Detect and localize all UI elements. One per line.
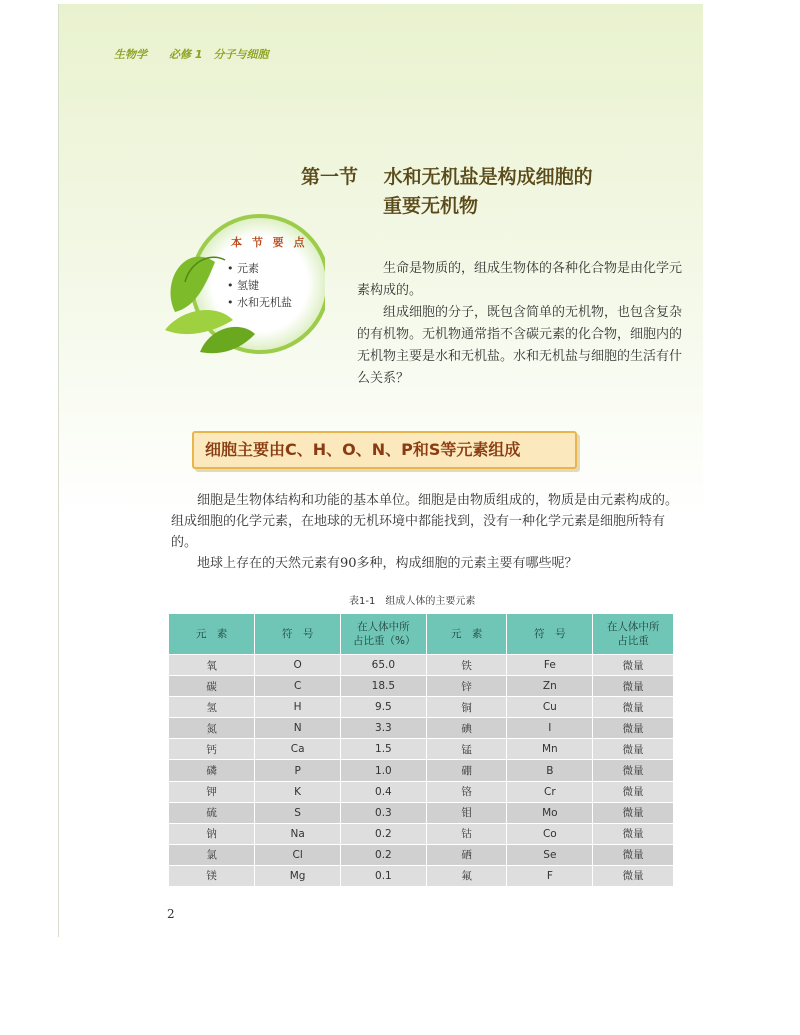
table-row [169,760,674,781]
table-row [169,676,674,697]
table-cell: 氧 [169,655,255,676]
table-cell: 微量 [593,655,674,676]
table-cell: 钙 [169,739,255,760]
table-cell: 铬 [426,781,507,802]
table-row [169,739,674,760]
table-cell: 铁 [426,655,507,676]
table-cell: 3.3 [341,718,427,739]
table-cell: 微量 [593,739,674,760]
elements-table [169,614,674,886]
table-cell: 0.3 [341,802,427,823]
key-point-item: • 氢键 [227,277,292,294]
table-cell: 锰 [426,739,507,760]
key-point-item: • 元素 [227,260,292,277]
table-body [169,655,674,887]
body-paragraph: 细胞是生物体结构和功能的基本单位。细胞是由物质组成的，物质是由元素构成的。组成细胞的化学元素，在地球的无机环境中都能找到，没有一种化学元素是细胞所特有的。 [171,493,679,550]
intro-paragraph: 组成细胞的分子，既包含简单的无机物，也包含复杂的有机物。无机物通常指不含碳元素的化合物，细胞内的无机物主要是水和无机盐。水和无机盐与细胞的生活有什么关系？ [357,305,683,386]
table-cell: O [255,655,341,676]
table-cell: 微量 [593,697,674,718]
table-cell: Fe [507,655,593,676]
table-row [169,823,674,844]
table-cell: 微量 [593,781,674,802]
column-header: 元 素 [426,614,507,655]
scan-blank-corner [570,898,702,922]
table-cell: B [507,760,593,781]
intro-paragraph: 生命是物质的，组成生物体的各种化合物是由化学元素构成的。 [357,261,683,298]
table-cell: Zn [507,676,593,697]
table-cell: 0.2 [341,844,427,865]
section-title-line1: 第一节 水和无机盐是构成细胞的 [301,166,593,188]
table-cell: 9.5 [341,697,427,718]
table-cell: 碳 [169,676,255,697]
table-cell: Cr [507,781,593,802]
table-row [169,655,674,676]
table-row [169,781,674,802]
table-cell: 65.0 [341,655,427,676]
key-points-title: 本 节 要 点 [231,236,308,249]
table-caption: 表1-1 组成人体的主要元素 [349,596,476,607]
intro-text [357,258,687,390]
table-cell: 钼 [426,802,507,823]
table-cell: 硒 [426,844,507,865]
column-header: 在人体中所占比重（%） [341,614,427,655]
section-title-line2: 重要无机物 [383,195,479,217]
table-cell: 硫 [169,802,255,823]
table-cell: F [507,865,593,886]
table-cell: 0.2 [341,823,427,844]
table-cell: 18.5 [341,676,427,697]
textbook-page [58,4,703,937]
table-cell: 0.4 [341,781,427,802]
table-cell: 硼 [426,760,507,781]
table-cell: 微量 [593,865,674,886]
column-header: 在人体中所占比重 [593,614,674,655]
column-header: 符 号 [255,614,341,655]
table-row [169,697,674,718]
table-cell: 钾 [169,781,255,802]
body-paragraph: 地球上存在的天然元素有90多种，构成细胞的元素主要有哪些呢？ [197,556,578,571]
table-cell: 微量 [593,823,674,844]
table-cell: Ca [255,739,341,760]
page-number: 2 [167,907,175,921]
table-row [169,718,674,739]
table-row [169,865,674,886]
subsection-heading: 细胞主要由C、H、O、N、P和S等元素组成 [205,440,521,459]
table-cell: I [507,718,593,739]
table-cell: 钠 [169,823,255,844]
table-cell: Mg [255,865,341,886]
table-cell: Mo [507,802,593,823]
table-cell: 氢 [169,697,255,718]
table-cell: 钴 [426,823,507,844]
table-cell: 磷 [169,760,255,781]
table-cell: C [255,676,341,697]
table-row [169,802,674,823]
table-cell: 氯 [169,844,255,865]
table-cell: 微量 [593,802,674,823]
table-cell: P [255,760,341,781]
body-text [171,490,681,574]
table-cell: K [255,781,341,802]
table-cell: Cu [507,697,593,718]
table-cell: 氮 [169,718,255,739]
column-header: 符 号 [507,614,593,655]
table-cell: Mn [507,739,593,760]
table-cell: 微量 [593,760,674,781]
table-cell: Co [507,823,593,844]
table-cell: 微量 [593,844,674,865]
table-cell: 碘 [426,718,507,739]
table-cell: 1.0 [341,760,427,781]
table-cell: Se [507,844,593,865]
table-cell: 镁 [169,865,255,886]
table-cell: 氟 [426,865,507,886]
table-cell: Cl [255,844,341,865]
key-points-list [227,260,292,311]
table-cell: H [255,697,341,718]
table-row [169,844,674,865]
running-header: 生物学 必修 1 分子与细胞 [114,48,269,61]
table-cell: Na [255,823,341,844]
key-point-item: • 水和无机盐 [227,294,292,311]
table-cell: 微量 [593,718,674,739]
table-cell: 0.1 [341,865,427,886]
column-header: 元 素 [169,614,255,655]
table-cell: 锌 [426,676,507,697]
table-cell: N [255,718,341,739]
table-cell: S [255,802,341,823]
table-cell: 微量 [593,676,674,697]
table-cell: 铜 [426,697,507,718]
table-cell: 1.5 [341,739,427,760]
